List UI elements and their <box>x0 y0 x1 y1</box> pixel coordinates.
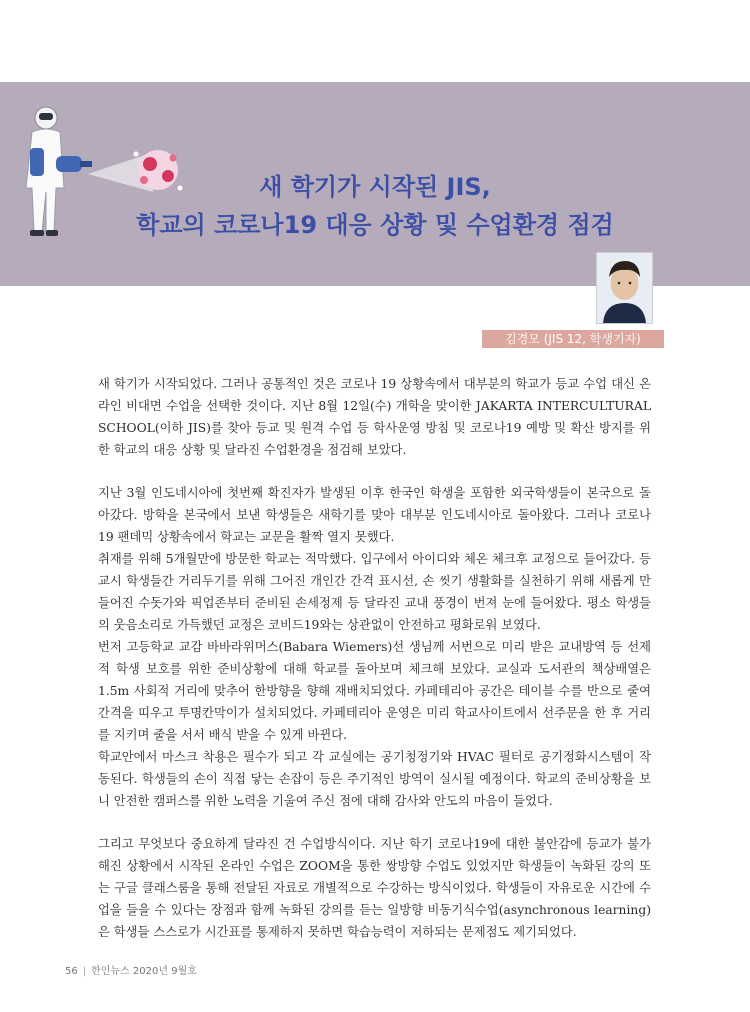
article-body <box>98 373 651 943</box>
paragraph-intro: 새 학기가 시작되었다. 그러나 공통적인 것은 코로나 19 상황속에서 대부분의 학교가 등교 수업 대신 온라인 비대면 수업을 선택한 것이다. 지난 8월 12일(수) 개학을 맞이한 JAKARTA INTERCULTURAL SCHOOL(이하 JIS)를 찾아 등교 및 원격 수업 등 학사운영 방침 및 코로나19 예방 및 확산 방지를 위한 학교의 대응 상황 및 달라진 수업환경을 점검해 보았다. <box>98 377 651 457</box>
paragraph: 지난 3월 인도네시아에 첫번째 확진자가 발생된 이후 한국인 학생을 포함한 외국학생들이 본국으로 돌아갔다. 방학을 본국에서 보낸 학생들은 새학기를 맞아 대부분 인도네시아로 돌아왔다. 그러나 코로나19 팬데믹 상황속에서 학교는 교문을 활짝 열지 못했다. <box>98 486 651 544</box>
issue-label: 한인뉴스 2020년 9월호 <box>91 966 197 977</box>
paragraph: 취재를 위해 5개월만에 방문한 학교는 적막했다. 입구에서 아이디와 체온 체크후 교정으로 들어갔다. 등교시 학생들간 거리두기를 위해 그어진 개인간 간격 표시선, 손 씻기 생활화를 실천하기 위해 새롭게 만들어진 수돗가와 픽업존부터 준비된 손세정제 등 달라진 교내 풍경이 번져 눈에 들어왔다. 평소 학생들의 웃음소리로 가득했던 교정은 코비드19와는 상관없이 안전하고 평화로워 보였다. <box>98 552 651 632</box>
paragraph: 번저 고등학교 교감 바바라위머스(Babara Wiemers)선 생님께 서번으로 미리 받은 교내방역 등 선제적 학생 보호를 위한 준비상황에 대해 학교를 돌아보며 체크해 보았다. 교실과 도서관의 책상배열은 1.5m 사회적 거리에 맞추어 한방향을 향해 재배치되었다. 카페테리아 공간은 테이블 수를 반으로 줄여 간격을 띠우고 투명칸막이가 설치되었다. 카페테리아 운영은 미리 학교사이트에서 선주문을 한 후 거리를 지키며 줄을 서서 배식 받을 수 있게 바뀐다. <box>98 640 651 742</box>
page-footer: 56 | 한인뉴스 2020년 9월호 <box>65 966 197 977</box>
author-byline: 김경모 (JIS 12, 학생기자) <box>482 330 664 348</box>
page-number: 56 <box>65 966 78 977</box>
reporter-photo <box>596 252 653 324</box>
article-title <box>75 168 675 244</box>
title-line-1: 새 학기가 시작된 JIS, <box>259 173 491 201</box>
paragraph: 학교안에서 마스크 착용은 필수가 되고 각 교실에는 공기청정기와 HVAC 필터로 공기정화시스템이 작동된다. 학생들의 손이 직접 닿는 손잡이 등은 주기적인 방역이 실시될 예정이다. 학교의 준비상황을 보니 안전한 캠퍼스를 위한 노력을 기울여 주신 점에 대해 감사와 안도의 마음이 들었다. <box>98 750 651 808</box>
title-line-2: 학교의 코로나19 대응 상황 및 수업환경 점검 <box>136 211 614 239</box>
paragraph: 그리고 무엇보다 중요하게 달라진 건 수업방식이다. 지난 학기 코로나19에 대한 불안감에 등교가 불가해진 상황에서 시작된 온라인 수업은 ZOOM을 통한 쌍방향 수업도 있었지만 학생들이 녹화된 강의 또는 구글 클래스룸을 통해 전달된 자료로 개별적으로 수강하는 방식이었다. 학생들이 자유로운 시간에 수업을 들을 수 있다는 장점과 함께 녹화된 강의를 듣는 일방향 비동기식수업(asynchronous learning)은 학생들 스스로가 시간표를 통제하지 못하면 학습능력이 저하되는 문제점도 제기되었다. <box>98 837 651 939</box>
